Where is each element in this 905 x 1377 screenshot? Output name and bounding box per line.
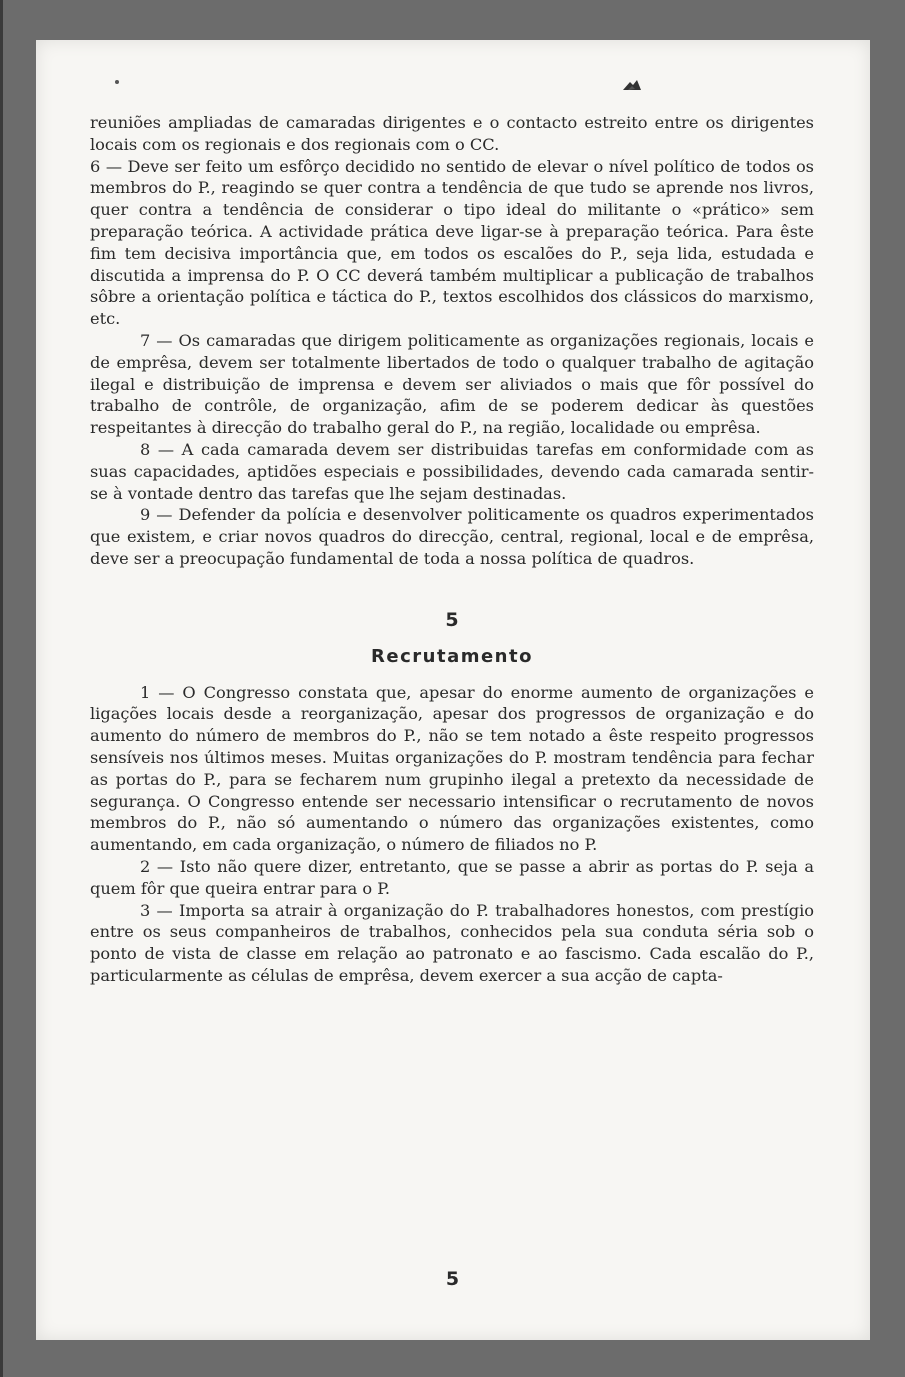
- document-text: [90, 112, 814, 987]
- paragraph-continuation: reuniões ampliadas de camaradas dirigentes e o contacto estreito entre os dirigentes locais com os regionais e dos regionais com o CC.: [90, 113, 814, 154]
- section-paragraph-1: 1 — O Congresso constata que, apesar do enorme aumento de organizações e ligações locais desde a reorganização, apesar dos progressos de organização e do aumento do número de membros do P., não se tem notado a êste respeito progressos sensíveis nos últimos meses. Muitas organizações do P. mostram tendência para fechar as portas do P., para se fecharem num grupinho ilegal a pretexto da necessidade de segurança. O Congresso entende ser necessario intensificar o recrutamento de novos membros do P., não só aumentando o número das organizações existentes, como aumentando, em cada organização, o número de filiados no P.: [90, 682, 814, 855]
- scan-edge: [0, 0, 3, 1377]
- section-paragraph-2: 2 — Isto não quere dizer, entretanto, que se passe a abrir as portas do P. seja a quem fôr que queira entrar para o P.: [90, 856, 814, 898]
- ornament-icon: [622, 78, 642, 92]
- section-title: Recrutamento: [371, 645, 533, 667]
- paragraph-item-7: 7 — Os camaradas que dirigem politicamente as organizações regionais, locais e de emprêsa, devem ser totalmente libertados de todo o qualquer trabalho de agitação ilegal e distribuição de imprensa e devem ser aliviados o mais que fôr possível do trabalho de contrôle, de organização, afim de se poderem dedicar às questões respeitantes à direcção do trabalho geral do P., na região, localidade ou emprêsa.: [90, 330, 814, 438]
- page-number: 5: [445, 1268, 460, 1290]
- section-paragraph-3: 3 — Importa sa atrair à organização do P. trabalhadores honestos, com prestígio entre os seus companheiros de trabalhos, conhecidos pela sua conduta séria sob o ponto de vista de classe em relação ao patronato e ao fascismo. Cada escalão do P., particularmente as células de emprêsa, devem exercer a sua acção de capta-: [90, 900, 814, 985]
- section-number: 5: [445, 608, 459, 631]
- paragraph-item-6: 6 — Deve ser feito um esfôrço decidido no sentido de elevar o nível político de todos os membros do P., reagindo se quer contra a tendência de que tudo se aprende nos livros, quer contra a tendência de considerar o tipo ideal do militante o «prático» sem preparação teórica. A actividade prática deve ligar-se à preparação teórica. Para êste fim tem decisiva importância que, em todos os escalões do P., seja lida, estudada e discutida a imprensa do P. O CC deverá também multiplicar a publicação de trabalhos sôbre a orientação política e táctica do P., textos escolhidos dos clássicos do marxismo, etc.: [90, 156, 814, 329]
- paragraph-item-8: 8 — A cada camarada devem ser distribuidas tarefas em conformidade com as suas capacidades, aptidões especiais e possibilidades, devendo cada camarada sentir-se à vontade dentro das tarefas que lhe sejam destinadas.: [90, 439, 814, 503]
- paragraph-item-9: 9 — Defender da polícia e desenvolver politicamente os quadros experimentados que existem, e criar novos quadros do direcção, central, regional, local e de emprêsa, deve ser a preocupação fundamental de toda a nossa política de quadros.: [90, 505, 814, 568]
- speck-mark: [115, 80, 119, 84]
